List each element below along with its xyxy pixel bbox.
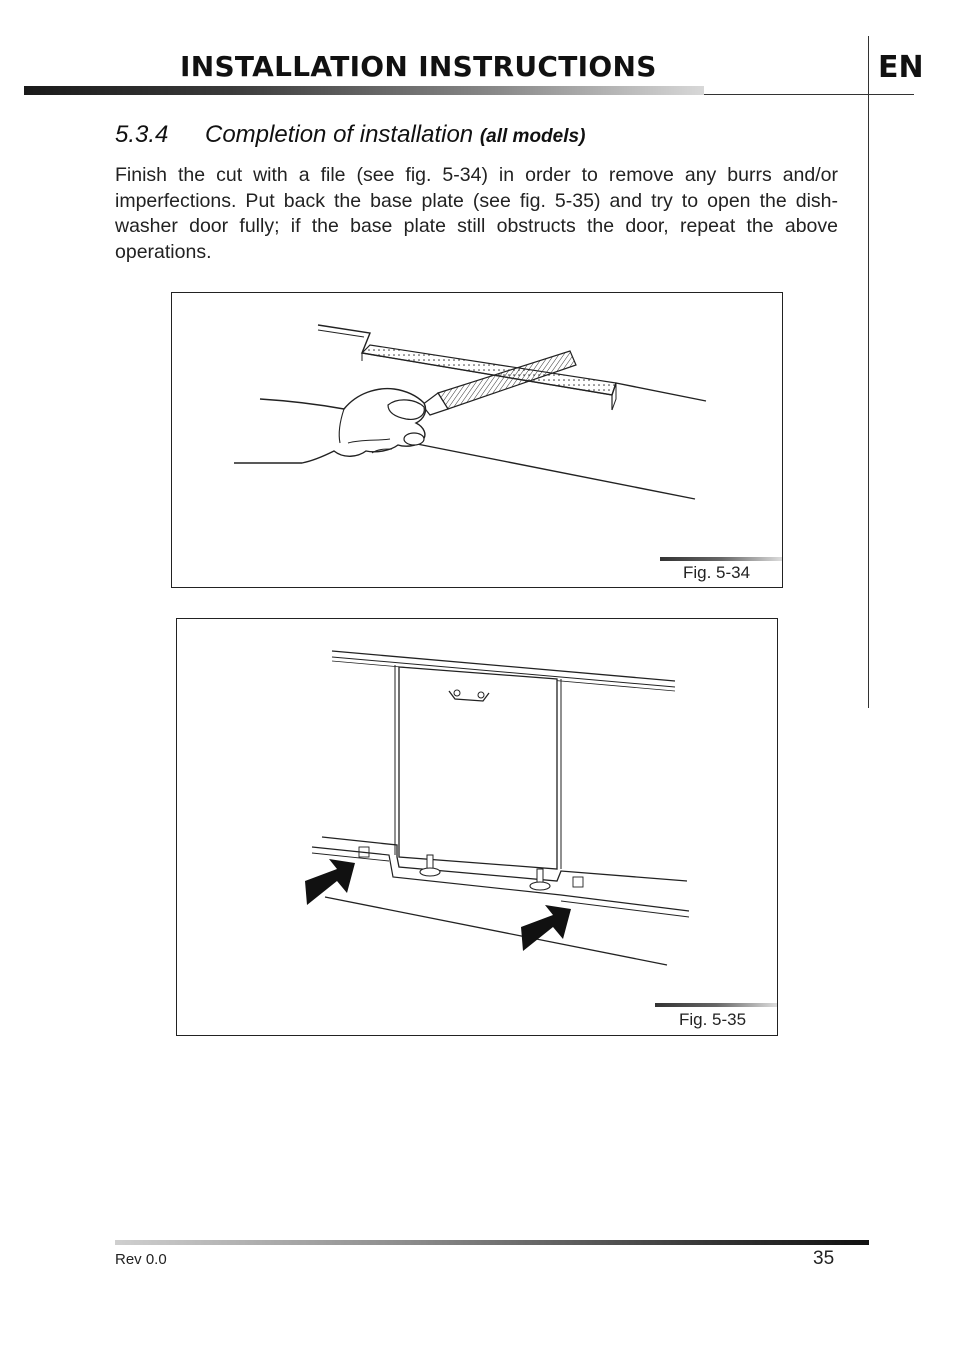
figure-caption: Fig. 5-34 <box>683 563 751 582</box>
section-qualifier: (all models) <box>479 126 586 147</box>
page-number: 35 <box>813 1248 835 1269</box>
figure-5-34 <box>171 292 783 588</box>
section-number: 5.3.4 <box>115 121 169 148</box>
file-illustration <box>172 293 782 587</box>
side-rule <box>868 36 869 708</box>
figure-caption-bar <box>655 1003 777 1007</box>
revision-label: Rev 0.0 <box>115 1251 167 1268</box>
section-heading <box>115 121 585 149</box>
section-title: Completion of installation <box>205 121 474 148</box>
language-code: EN <box>878 50 924 85</box>
figure-5-35 <box>176 618 778 1036</box>
header-bar <box>24 86 704 95</box>
page-header-title: INSTALLATION INSTRUCTIONS <box>180 50 657 83</box>
section-body: Finish the cut with a file (see fig. 5-34) in order to remove any burrs and/or imperfections. Put back the base plate (see fig. 5-35) and try to open the dish-washer door fully; if the base plate still obstructs the door, repeat the above operations. <box>115 164 838 263</box>
figure-caption-bar <box>660 557 782 561</box>
figure-caption: Fig. 5-35 <box>679 1010 747 1029</box>
footer-bar <box>115 1240 869 1245</box>
header-rule <box>704 94 914 95</box>
base-plate-illustration <box>177 619 777 1035</box>
